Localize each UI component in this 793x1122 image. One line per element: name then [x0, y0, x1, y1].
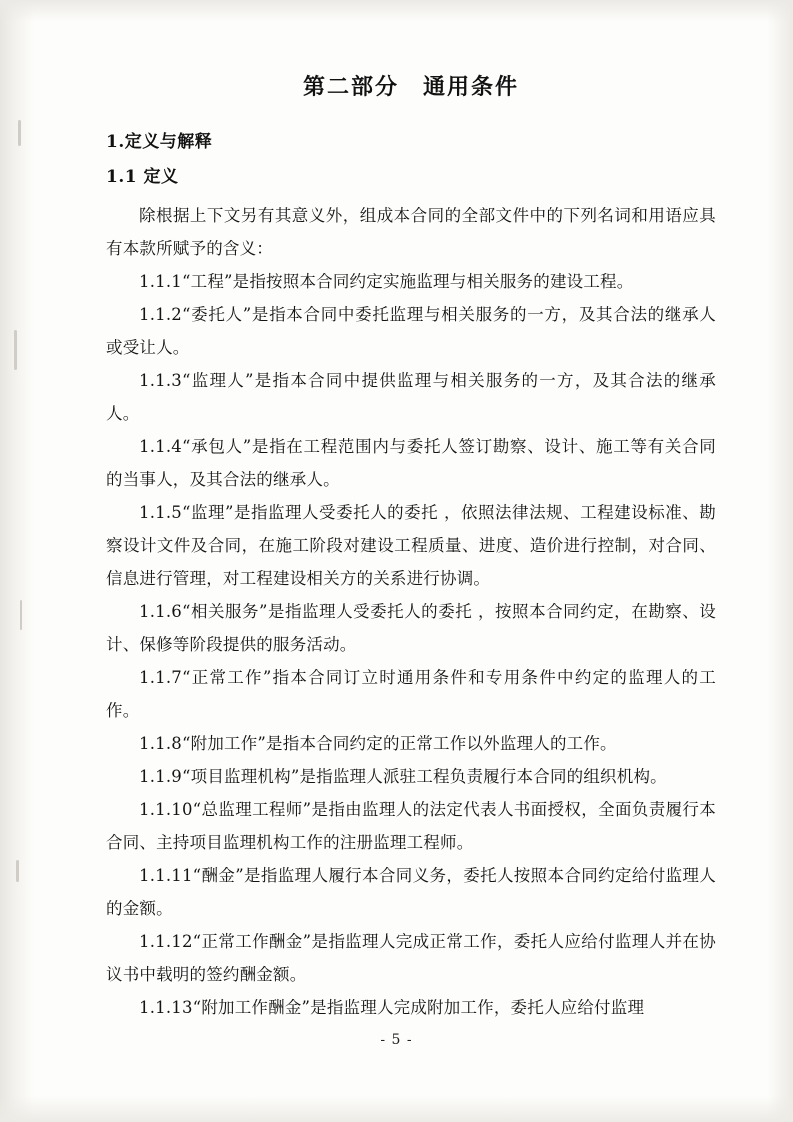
subsection-heading: 1.1 定义: [106, 167, 179, 187]
paragraph: 1.1.10“总监理工程师”是指由监理人的法定代表人书面授权，全面负责履行本合同、主持项目监理机构工作的注册监理工程师。: [106, 800, 716, 852]
page-edge-shading-bottom: [0, 1096, 793, 1122]
paragraph: 1.1.6“相关服务”是指监理人受委托人的委托 ，按照本合同约定，在勘察、设计、保修等阶段提供的服务活动。: [106, 602, 716, 654]
scan-speck: [18, 120, 21, 146]
page-edge-shading-top: [0, 0, 793, 22]
paragraph: 1.1.7“正常工作”指本合同订立时通用条件和专用条件中约定的监理人的工作。: [106, 668, 716, 720]
page-edge-shading-right: [767, 0, 793, 1122]
paragraph: 1.1.13“附加工作酬金”是指监理人完成附加工作，委托人应给付监理: [139, 998, 645, 1017]
section-heading: 1.定义与解释: [106, 132, 213, 152]
paragraph: 1.1.2“委托人”是指本合同中委托监理与相关服务的一方，及其合法的继承人或受让人。: [106, 305, 716, 357]
scan-speck: [20, 600, 22, 630]
paragraph: 1.1.12“正常工作酬金”是指监理人完成正常工作，委托人应给付监理人并在协议书中载明的签约酬金额。: [106, 932, 716, 984]
paragraph: 1.1.4“承包人”是指在工程范围内与委托人签订勘察、设计、施工等有关合同的当事人，及其合法的继承人。: [106, 437, 716, 489]
document-body: [106, 70, 716, 1024]
paragraph: 1.1.3“监理人”是指本合同中提供监理与相关服务的一方，及其合法的继承人。: [106, 371, 716, 423]
paragraph: 1.1.9“项目监理机构”是指监理人派驻工程负责履行本合同的组织机构。: [139, 767, 667, 786]
page-edge-shading-left: [0, 0, 34, 1122]
scan-speck: [16, 860, 19, 882]
paragraph: 1.1.5“监理”是指监理人受委托人的委托 ，依照法律法规、工程建设标准、勘察设计文件及合同，在施工阶段对建设工程质量、进度、造价进行控制，对合同、信息进行管理，对工程建设相关方的关系进行协调。: [106, 503, 716, 588]
paragraph: 1.1.11“酬金”是指监理人履行本合同义务，委托人按照本合同约定给付监理人的金额。: [106, 866, 716, 918]
scan-speck: [14, 330, 17, 370]
page-title: 第二部分 通用条件: [302, 74, 519, 100]
paragraph: 1.1.1“工程”是指按照本合同约定实施监理与相关服务的建设工程。: [139, 272, 634, 291]
page-number: - 5 -: [380, 1032, 413, 1048]
paragraph: 1.1.8“附加工作”是指本合同约定的正常工作以外监理人的工作。: [139, 734, 617, 753]
paragraph: 除根据上下文另有其意义外，组成本合同的全部文件中的下列名词和用语应具有本款所赋予的含义：: [106, 206, 716, 258]
